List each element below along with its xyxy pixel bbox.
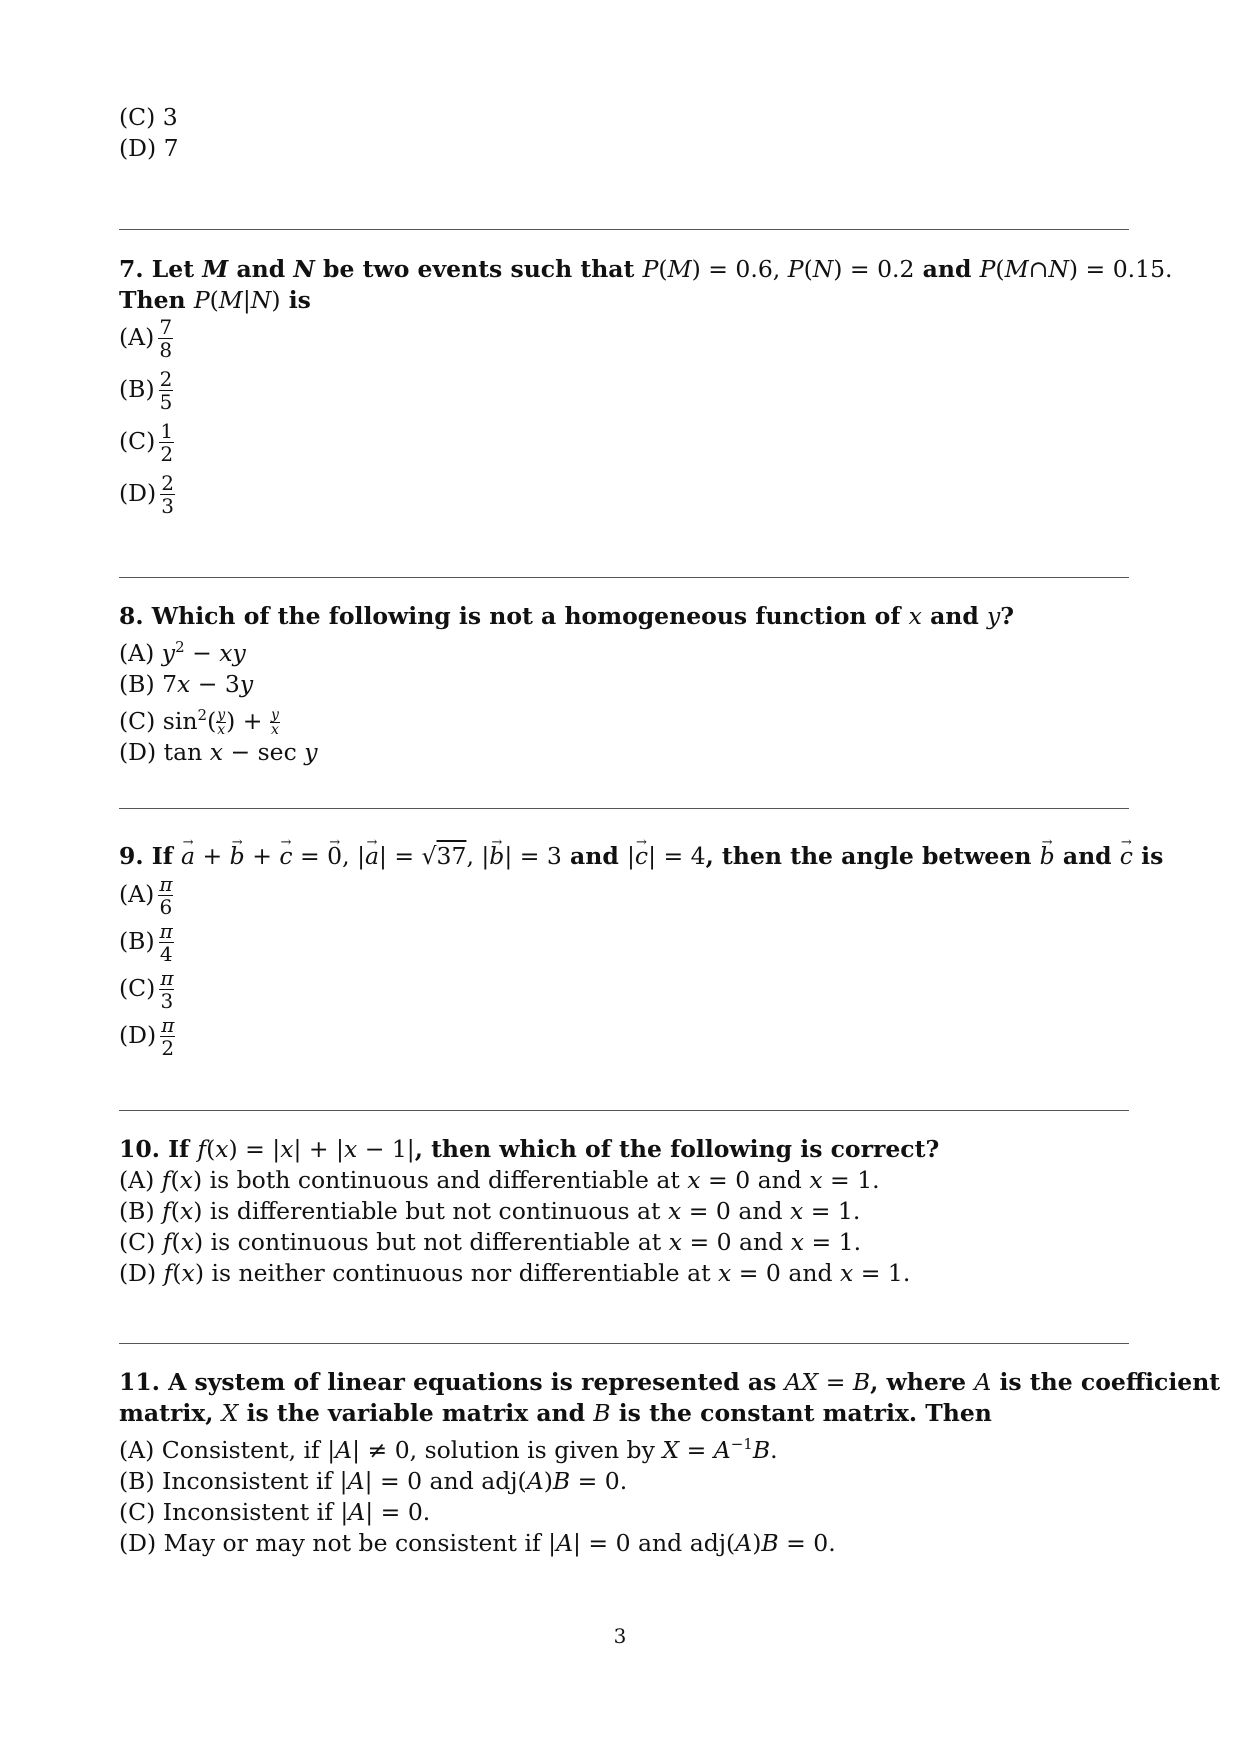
option-d: (D) $\frac{2}{3}$ xyxy=(119,471,174,518)
divider xyxy=(119,808,1129,809)
option-d: (D) May or may not be consistent if |A| = 0 and adj(A)B = 0. xyxy=(119,1528,836,1557)
question-9-stem: 9. If a → + b → + c → = 0 →, |a →| = √37, |b →| = 3 and |c →| = 4, then the angle between b → and c → is xyxy=(119,841,1129,872)
option-d: (D) 7 xyxy=(119,134,179,162)
question-7-stem: 7. Let M and N be two events such that P(M) = 0.6, P(N) = 0.2 and P(M∩N) = 0.15. xyxy=(119,255,1173,283)
option-c: (C) $\frac{\pi}{3}$ xyxy=(119,966,174,1013)
question-11 xyxy=(119,1367,1221,1559)
option-a: (A) $\frac{\pi}{6}$ xyxy=(119,872,173,919)
carryover-options xyxy=(119,102,1129,164)
option-a: (A) $y^2$ − xy xyxy=(119,638,246,667)
option-d: (D) $\frac{\pi}{2}$ xyxy=(119,1013,175,1060)
option-d: (D) tan x − sec y xyxy=(119,737,318,766)
option-d: (D) f(x) is neither continuous nor differentiable at x = 0 and x = 1. xyxy=(119,1259,911,1287)
option-b: (B) $\frac{2}{5}$ xyxy=(119,367,173,414)
question-10 xyxy=(119,1134,1129,1289)
question-11-stem: 11. A system of linear equations is represented as AX = B, where A is the coefficient xyxy=(119,1368,1221,1396)
option-c: (C) f(x) is continuous but not differentiable at x = 0 and x = 1. xyxy=(119,1228,862,1256)
question-8 xyxy=(119,601,1129,768)
question-8-stem: 8. Which of the following is not a homogeneous function of x and y? xyxy=(119,602,1015,630)
question-7-stem-cont: Then P(M|N) is xyxy=(119,286,311,314)
option-c: (C) $\sin^2$( $\frac{y}{x}$ ) + $\frac{y}{x}$ xyxy=(119,705,279,738)
option-b: (B) f(x) is differentiable but not continuous at x = 0 and x = 1. xyxy=(119,1197,861,1225)
option-a: (A) $\frac{7}{8}$ xyxy=(119,315,173,362)
option-b: (B) $\frac{\pi}{4}$ xyxy=(119,919,173,966)
question-7 xyxy=(119,254,1173,524)
option-b: (B) Inconsistent if |A| = 0 and adj(A)B = 0. xyxy=(119,1466,628,1495)
option-c: (C) Inconsistent if |A| = 0. xyxy=(119,1497,431,1526)
divider xyxy=(119,1343,1129,1344)
option-c: (C) 3 xyxy=(119,103,178,131)
divider xyxy=(119,229,1129,230)
question-9 xyxy=(119,841,1164,1066)
divider xyxy=(119,577,1129,578)
page-number: 3 xyxy=(613,1624,627,1648)
option-a: (A) Consistent, if |A| ≠ 0, solution is given by $X = A^{-1}B$. xyxy=(119,1435,778,1464)
question-11-stem-cont: matrix, X is the variable matrix and B is the constant matrix. Then xyxy=(119,1399,992,1427)
option-c: (C) $\frac{1}{2}$ xyxy=(119,419,174,466)
option-a: (A) f(x) is both continuous and differentiable at x = 0 and x = 1. xyxy=(119,1166,880,1194)
option-b: (B) 7x − 3y xyxy=(119,669,254,698)
divider xyxy=(119,1110,1129,1111)
question-10-stem: 10. If f(x) = |x| + |x − 1|, then which of the following is correct? xyxy=(119,1135,940,1163)
